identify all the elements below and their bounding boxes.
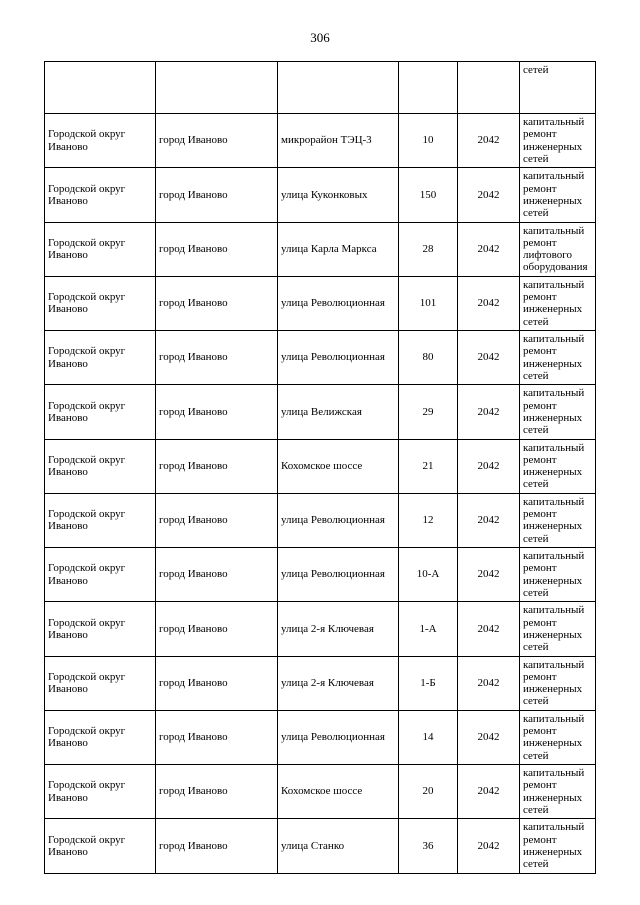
cell-house-number: 12 xyxy=(399,493,458,547)
cell-street: улица Революционная xyxy=(278,331,399,385)
cell-city: город Иваново xyxy=(156,493,278,547)
cell-city: город Иваново xyxy=(156,331,278,385)
cell-house-number: 10 xyxy=(399,114,458,168)
cell-street: улица Куконковых xyxy=(278,168,399,222)
cell-municipality: Городской округ Иваново xyxy=(45,168,156,222)
table-row xyxy=(45,385,596,439)
table-row xyxy=(45,493,596,547)
cell-work-type: капитальный ремонт инженерных сетей xyxy=(520,710,596,764)
table-row xyxy=(45,656,596,710)
cell-municipality: Городской округ Иваново xyxy=(45,819,156,873)
cell-city: город Иваново xyxy=(156,222,278,276)
cell-street: улица Революционная xyxy=(278,276,399,330)
cell-municipality: Городской округ Иваново xyxy=(45,656,156,710)
cell-work-type: капитальный ремонт инженерных сетей xyxy=(520,548,596,602)
table-row xyxy=(45,819,596,873)
cell-year: 2042 xyxy=(458,168,520,222)
table-row xyxy=(45,602,596,656)
cell-work-type: капитальный ремонт инженерных сетей xyxy=(520,765,596,819)
cell-street: улица Карла Маркса xyxy=(278,222,399,276)
cell-municipality: Городской округ Иваново xyxy=(45,602,156,656)
cell-street xyxy=(278,62,399,114)
cell-city: город Иваново xyxy=(156,114,278,168)
cell-municipality: Городской округ Иваново xyxy=(45,114,156,168)
cell-municipality: Городской округ Иваново xyxy=(45,331,156,385)
page-number: 306 xyxy=(310,30,330,45)
table-row xyxy=(45,276,596,330)
table-row-partial xyxy=(45,62,596,114)
cell-street: улица Велижская xyxy=(278,385,399,439)
cell-house-number: 36 xyxy=(399,819,458,873)
cell-city: город Иваново xyxy=(156,439,278,493)
cell-work-type: капитальный ремонт лифтового оборудования xyxy=(520,222,596,276)
cell-year: 2042 xyxy=(458,765,520,819)
table-row xyxy=(45,439,596,493)
cell-house-number: 150 xyxy=(399,168,458,222)
cell-year: 2042 xyxy=(458,114,520,168)
cell-work-type: капитальный ремонт инженерных сетей xyxy=(520,819,596,873)
cell-municipality: Городской округ Иваново xyxy=(45,493,156,547)
cell-year: 2042 xyxy=(458,548,520,602)
cell-year: 2042 xyxy=(458,656,520,710)
table-row xyxy=(45,710,596,764)
table-row xyxy=(45,114,596,168)
cell-city: город Иваново xyxy=(156,168,278,222)
cell-city: город Иваново xyxy=(156,602,278,656)
cell-house-number: 1-Б xyxy=(399,656,458,710)
cell-city: город Иваново xyxy=(156,656,278,710)
cell-street: улица Революционная xyxy=(278,548,399,602)
cell-city: город Иваново xyxy=(156,819,278,873)
cell-street: Кохомское шоссе xyxy=(278,765,399,819)
cell-city: город Иваново xyxy=(156,276,278,330)
cell-house-number: 14 xyxy=(399,710,458,764)
cell-year: 2042 xyxy=(458,276,520,330)
table-row xyxy=(45,331,596,385)
cell-municipality: Городской округ Иваново xyxy=(45,765,156,819)
cell-year: 2042 xyxy=(458,819,520,873)
cell-year: 2042 xyxy=(458,439,520,493)
cell-street: улица 2-я Ключевая xyxy=(278,656,399,710)
cell-street: улица Революционная xyxy=(278,493,399,547)
cell-house-number: 29 xyxy=(399,385,458,439)
cell-city: город Иваново xyxy=(156,710,278,764)
cell-municipality: Городской округ Иваново xyxy=(45,710,156,764)
table-row xyxy=(45,548,596,602)
cell-year: 2042 xyxy=(458,602,520,656)
cell-street: улица 2-я Ключевая xyxy=(278,602,399,656)
cell-work-type: сетей xyxy=(520,62,596,114)
cell-house-number: 10-А xyxy=(399,548,458,602)
cell-street: микрорайон ТЭЦ-3 xyxy=(278,114,399,168)
cell-street: Кохомское шоссе xyxy=(278,439,399,493)
cell-municipality: Городской округ Иваново xyxy=(45,385,156,439)
cell-house-number xyxy=(399,62,458,114)
cell-street: улица Станко xyxy=(278,819,399,873)
table-body xyxy=(45,62,596,874)
cell-year: 2042 xyxy=(458,493,520,547)
cell-work-type: капитальный ремонт инженерных сетей xyxy=(520,276,596,330)
cell-municipality: Городской округ Иваново xyxy=(45,222,156,276)
cell-work-type: капитальный ремонт инженерных сетей xyxy=(520,439,596,493)
cell-city: город Иваново xyxy=(156,385,278,439)
cell-work-type: капитальный ремонт инженерных сетей xyxy=(520,493,596,547)
cell-street: улица Революционная xyxy=(278,710,399,764)
cell-work-type: капитальный ремонт инженерных сетей xyxy=(520,602,596,656)
cell-year: 2042 xyxy=(458,331,520,385)
cell-year: 2042 xyxy=(458,222,520,276)
cell-municipality: Городской округ Иваново xyxy=(45,439,156,493)
cell-year xyxy=(458,62,520,114)
cell-house-number: 80 xyxy=(399,331,458,385)
cell-house-number: 20 xyxy=(399,765,458,819)
cell-house-number: 1-А xyxy=(399,602,458,656)
cell-municipality xyxy=(45,62,156,114)
cell-house-number: 21 xyxy=(399,439,458,493)
table-row xyxy=(45,168,596,222)
cell-work-type: капитальный ремонт инженерных сетей xyxy=(520,168,596,222)
cell-house-number: 28 xyxy=(399,222,458,276)
table-row xyxy=(45,765,596,819)
cell-city: город Иваново xyxy=(156,548,278,602)
cell-municipality: Городской округ Иваново xyxy=(45,548,156,602)
cell-year: 2042 xyxy=(458,710,520,764)
cell-city: город Иваново xyxy=(156,765,278,819)
table-row xyxy=(45,222,596,276)
cell-city xyxy=(156,62,278,114)
cell-house-number: 101 xyxy=(399,276,458,330)
housing-repair-table xyxy=(44,61,596,874)
cell-work-type: капитальный ремонт инженерных сетей xyxy=(520,114,596,168)
cell-municipality: Городской округ Иваново xyxy=(45,276,156,330)
cell-work-type: капитальный ремонт инженерных сетей xyxy=(520,331,596,385)
cell-work-type: капитальный ремонт инженерных сетей xyxy=(520,656,596,710)
cell-work-type: капитальный ремонт инженерных сетей xyxy=(520,385,596,439)
cell-year: 2042 xyxy=(458,385,520,439)
